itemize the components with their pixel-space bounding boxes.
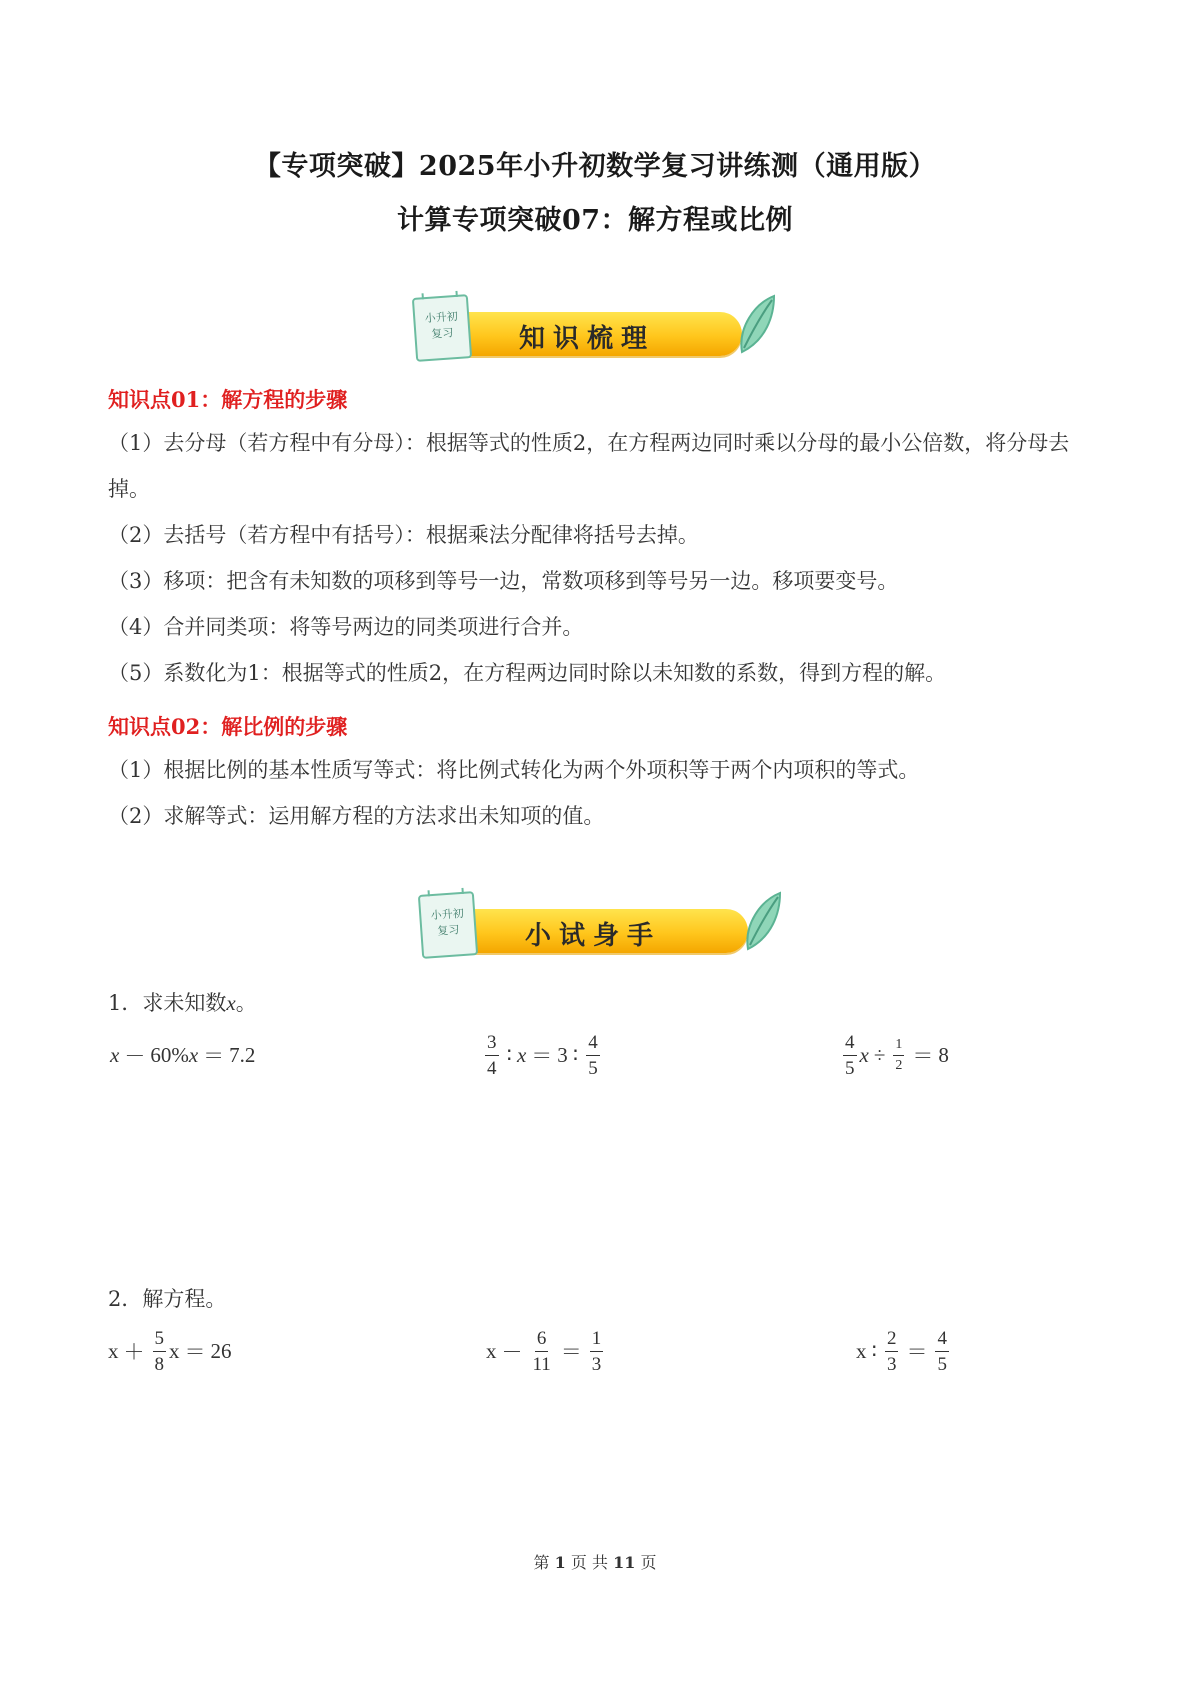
eq-op: － [501, 1340, 523, 1364]
list-item: （2）求解等式：运用解方程的方法求出未知项的值。 [108, 804, 605, 828]
eq-var: x [486, 1338, 497, 1363]
question-text: 1．求未知数 [108, 991, 227, 1015]
eq-op: ＝ [912, 1044, 934, 1068]
eq-value: 26 [210, 1338, 232, 1363]
page-number: 1 [554, 1553, 566, 1572]
punctuation: 。 [235, 991, 257, 1015]
list-item: （3）移项：把含有未知数的项移到等号一边，常数项移到等号另一边。移项要变号。 [108, 569, 899, 593]
badge-line1: 小升初 [424, 309, 459, 326]
eq-op: ∶ [871, 1338, 877, 1363]
question-1-prompt [108, 987, 257, 1017]
fraction [153, 1329, 167, 1374]
badge-line2: 复习 [430, 326, 454, 341]
list-item: （1）根据比例的基本性质写等式：将比例式转化为两个外项积等于两个内项积的等式。 [108, 758, 920, 782]
banner-bar [452, 312, 742, 356]
denominator: 3 [591, 1353, 602, 1375]
eq-var: x [859, 1042, 869, 1067]
fraction [893, 1038, 904, 1073]
denominator: 5 [845, 1057, 855, 1079]
list-item: （2）去括号（若方程中有括号）：根据乘法分配律将括号去掉。 [108, 523, 699, 547]
knowledge-point-2-title: 知识点02：解比例的步骤 [108, 714, 348, 739]
equation-e [486, 1323, 606, 1379]
numerator: 5 [153, 1329, 167, 1352]
eq-op: ＝ [203, 1044, 225, 1068]
footer-text: 页 [640, 1553, 657, 1572]
eq-var: x [516, 1042, 527, 1067]
eq-value: 3 [557, 1042, 568, 1067]
knowledge-point-1-list [108, 420, 1088, 696]
badge-line1: 小升初 [430, 906, 465, 923]
book-icon [418, 891, 478, 959]
eq-var: x [108, 1338, 119, 1363]
numerator: 4 [843, 1033, 857, 1056]
eq-var: x [856, 1338, 867, 1363]
eq-op: － [124, 1044, 146, 1068]
document-title: 【专项突破】2025年小升初数学复习讲练测（通用版） [253, 151, 937, 182]
numerator: 3 [485, 1033, 499, 1056]
leaf-icon [740, 889, 786, 955]
practice-banner [420, 893, 780, 965]
numerator: 6 [535, 1329, 549, 1352]
eq-op: ∶ [572, 1042, 579, 1067]
denominator: 11 [532, 1353, 551, 1375]
list-item: （1）去分母（若方程中有分母）：根据等式的性质2，在方程两边同时乘以分母的最小公倍数，将分母去掉。 [108, 431, 1070, 501]
denominator: 5 [937, 1353, 947, 1375]
document-subtitle: 计算专项突破07：解方程或比例 [396, 205, 794, 236]
fraction [885, 1329, 899, 1374]
list-item: （4）合并同类项：将等号两边的同类项进行合并。 [108, 615, 584, 639]
banner-label: 小试身手 [524, 921, 661, 951]
fraction [485, 1033, 499, 1078]
numerator: 4 [586, 1033, 600, 1056]
question-2-prompt: 2．解方程。 [108, 1287, 227, 1311]
eq-var: x [188, 1042, 199, 1067]
banner-label: 知识梳理 [518, 324, 655, 354]
numerator: 1 [590, 1329, 604, 1352]
denominator: 4 [487, 1057, 497, 1079]
book-icon [412, 294, 472, 362]
equation-d [108, 1323, 232, 1379]
knowledge-banner [414, 296, 774, 368]
eq-op: ÷ [873, 1042, 886, 1067]
knowledge-point-1-title: 知识点01：解方程的步骤 [108, 387, 348, 412]
footer-text: 第 [533, 1553, 550, 1572]
equation-f [856, 1323, 952, 1379]
badge-line2: 复习 [436, 923, 460, 938]
equation-c [840, 1027, 949, 1083]
page-total: 11 [613, 1553, 636, 1572]
eq-op: ∶ [506, 1042, 512, 1067]
eq-value: 8 [938, 1042, 949, 1067]
banner-bar [458, 909, 748, 953]
fraction [935, 1329, 949, 1374]
denominator: 2 [895, 1057, 903, 1073]
numerator: 4 [935, 1329, 949, 1352]
denominator: 3 [886, 1353, 897, 1375]
numerator: 2 [885, 1329, 899, 1352]
eq-var: x [169, 1338, 180, 1363]
eq-op: ＝ [560, 1340, 582, 1364]
eq-op: ＋ [123, 1340, 145, 1364]
eq-var: x [110, 1042, 120, 1067]
numerator: 1 [893, 1038, 904, 1056]
denominator: 5 [588, 1057, 598, 1079]
fraction [590, 1329, 604, 1374]
denominator: 8 [154, 1353, 164, 1375]
leaf-icon [734, 292, 780, 358]
fraction [843, 1033, 857, 1078]
footer-text: 页 共 [570, 1553, 608, 1572]
fraction [586, 1033, 600, 1078]
knowledge-point-2-list [108, 747, 1088, 839]
eq-percent: 60% [150, 1042, 189, 1067]
fraction [531, 1329, 553, 1374]
eq-op: ＝ [184, 1340, 206, 1364]
page-footer [0, 1550, 1190, 1573]
eq-op: ＝ [906, 1340, 928, 1364]
eq-op: ＝ [531, 1044, 553, 1068]
eq-value: 7.2 [229, 1042, 256, 1067]
equation-a [110, 1027, 255, 1083]
list-item: （5）系数化为1：根据等式的性质2，在方程两边同时除以未知数的系数，得到方程的解。 [108, 661, 947, 685]
equation-b [482, 1027, 603, 1083]
variable: x [226, 991, 236, 1015]
